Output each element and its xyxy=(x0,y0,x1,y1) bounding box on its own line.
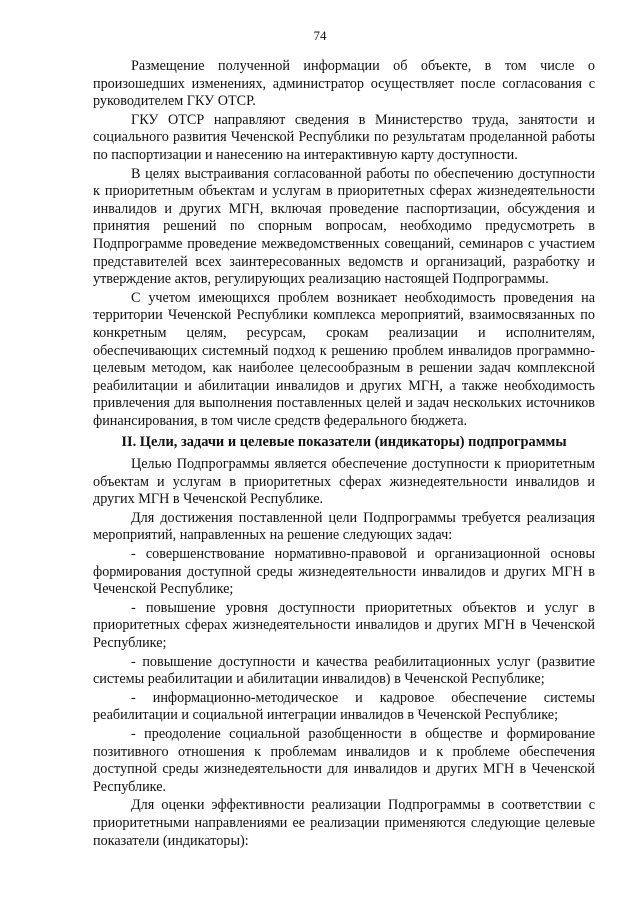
task-list-item: - совершенствование нормативно-правовой и организационной основы формирования доступной среды жизнедеятельности инвалидов и других МГН в Чеченской Республике; xyxy=(93,546,595,598)
paragraph: В целях выстраивания согласованной работы по обеспечению доступности к приоритетным объектам и услугам в приоритетных сферах жизнедеятельности инвалидов и других МГН, включая проведение паспортизации, обсуждения и принятия решений по спорным вопросам, необходимо предусмотреть в Подпрограмме проведение межведомственных совещаний, семинаров с участием представителей всех заинтересованных ведомств и организаций, разработку и утверждение актов, регулирующих реализацию настоящей Подпрограммы. xyxy=(93,165,595,288)
page-number: 74 xyxy=(313,28,327,43)
paragraph: С учетом имеющихся проблем возникает необходимость проведения на территории Чеченской Республики комплекса мероприятий, взаимосвязанных по конкретным целям, ресурсам, срокам реализации и исполнителям, обеспечивающих системный подход к решению проблем инвалидов программно-целевым методом, как наиболее целесообразным в решении задач комплексной реабилитации и абилитации инвалидов и других МГН, а также необходимость привлечения для выполнения поставленных целей и задач нескольких источников финансирования, в том числе средств федерального бюджета. xyxy=(93,289,595,429)
paragraph: Для достижения поставленной цели Подпрограммы требуется реализация мероприятий, направленных на решение следующих задач: xyxy=(93,509,595,544)
section-heading: II. Цели, задачи и целевые показатели (индикаторы) подпрограммы xyxy=(121,434,567,451)
paragraph: Размещение полученной информации об объекте, в том числе о произошедших изменениях, администратор осуществляет после согласования с руководителем ГКУ ОТСР. xyxy=(93,58,595,110)
task-list-item: - повышение доступности и качества реабилитационных услуг (развитие системы реабилитации и абилитации инвалидов) в Чеченской Республике; xyxy=(93,653,595,688)
closing-paragraph: Для оценки эффективности реализации Подпрограммы в соответствии с приоритетными направлениями ее реализации применяются следующие целевые показатели (индикаторы): xyxy=(93,797,595,849)
paragraph: ГКУ ОТСР направляют сведения в Министерство труда, занятости и социального развития Чеченской Республики по результатам проделанной работы по паспортизации и нанесению на интерактивную карту доступности. xyxy=(93,111,595,163)
paragraph: Целью Подпрограммы является обеспечение доступности к приоритетным объектам и услугам в приоритетных сферах жизнедеятельности инвалидов и других МГН в Чеченской Республике. xyxy=(93,456,595,508)
task-list-item: - преодоление социальной разобщенности в обществе и формирование позитивного отношения к проблемам инвалидов и к проблеме обеспечения доступной среды жизнедеятельности для инвалидов и других МГН в Чеченской Республике. xyxy=(93,725,595,795)
task-list-item: - информационно-методическое и кадровое обеспечение системы реабилитации и социальной интеграции инвалидов в Чеченской Республике; xyxy=(93,689,595,724)
document-body xyxy=(93,58,595,851)
task-list-item: - повышение уровня доступности приоритетных объектов и услуг в приоритетных сферах жизнедеятельности инвалидов и других МГН в Чеченской Республике; xyxy=(93,599,595,651)
